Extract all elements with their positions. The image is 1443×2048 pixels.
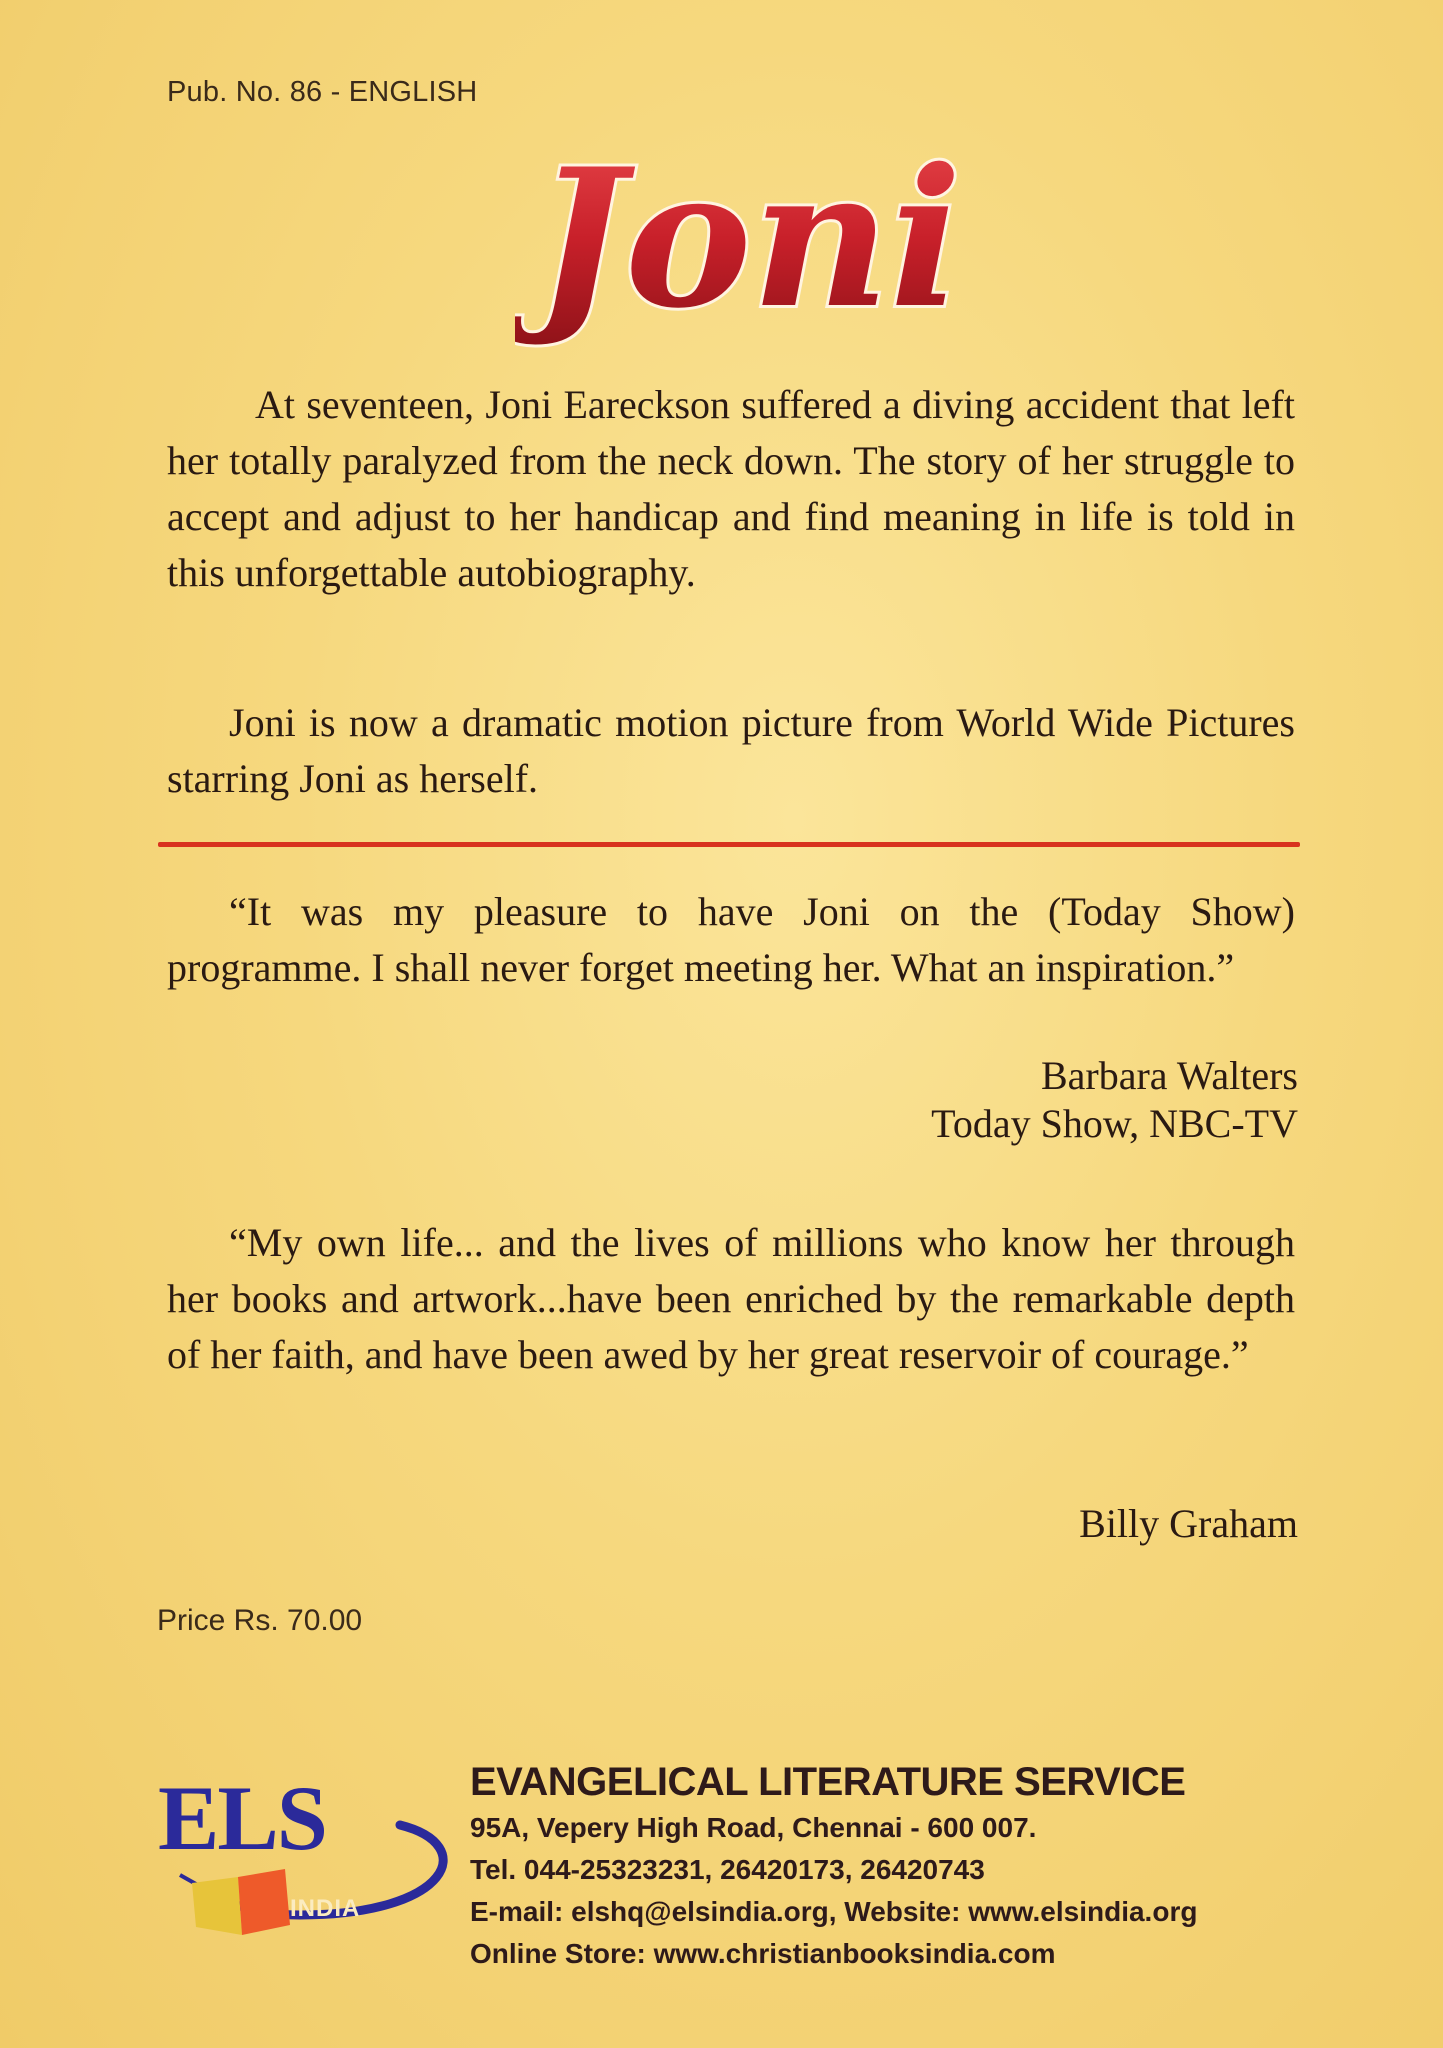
testimonial-quote-1: “It was my pleasure to have Joni on the (Today Show) programme. I shall never forget meeting her. What an inspiration.” [167,889,1295,990]
publisher-phone: Tel. 044-25323231, 26420173, 26420743 [470,1854,985,1885]
joni-script-title-icon [515,120,975,360]
title-logo [515,120,975,360]
book-right-page [238,1869,290,1935]
description-paragraph-2: Joni is now a dramatic motion picture from World Wide Pictures starring Joni as herself. [167,700,1295,801]
publisher-online-store: Online Store: www.christianbooksindia.com [470,1938,1056,1969]
publication-number: Pub. No. 86 - ENGLISH [167,76,478,108]
publisher-info [470,1760,1197,1975]
els-logo-india: INDIA [290,1895,361,1922]
testimonial-attribution-2 [1079,1500,1298,1548]
testimonial-quote-2: “My own life... and the lives of millions who know her through her books and artwork...have been enriched by the remarkable depth of her faith, and have been awed by her great reservoir of courage.” [167,1220,1295,1377]
price-label: Price Rs. 70.00 [157,1604,363,1637]
svg-text:Joni: Joni [535,127,962,350]
testimonial-author-1: Barbara Walters [1040,1053,1298,1098]
book-left-page [192,1877,242,1935]
els-logo [150,1765,460,1940]
testimonial-attribution-1 [931,1052,1298,1148]
testimonial-author-2: Billy Graham [1079,1501,1298,1546]
publisher-email-website: E-mail: elshq@elsindia.org, Website: www.elsindia.org [470,1896,1198,1927]
testimonial-affiliation-1: Today Show, NBC-TV [931,1101,1298,1146]
els-logo-letters: ELS [158,1767,326,1869]
section-divider [158,842,1300,847]
description-paragraph-1: At seventeen, Joni Eareckson suffered a diving accident that left her totally paralyzed from the neck down. The story of her struggle to accept and adjust to her handicap and find meaning in life is told in this unforgettable autobiography. [167,382,1295,595]
publisher-address: 95A, Vepery High Road, Chennai - 600 007. [470,1812,1037,1843]
publisher-name: EVANGELICAL LITERATURE SERVICE [470,1760,1186,1804]
